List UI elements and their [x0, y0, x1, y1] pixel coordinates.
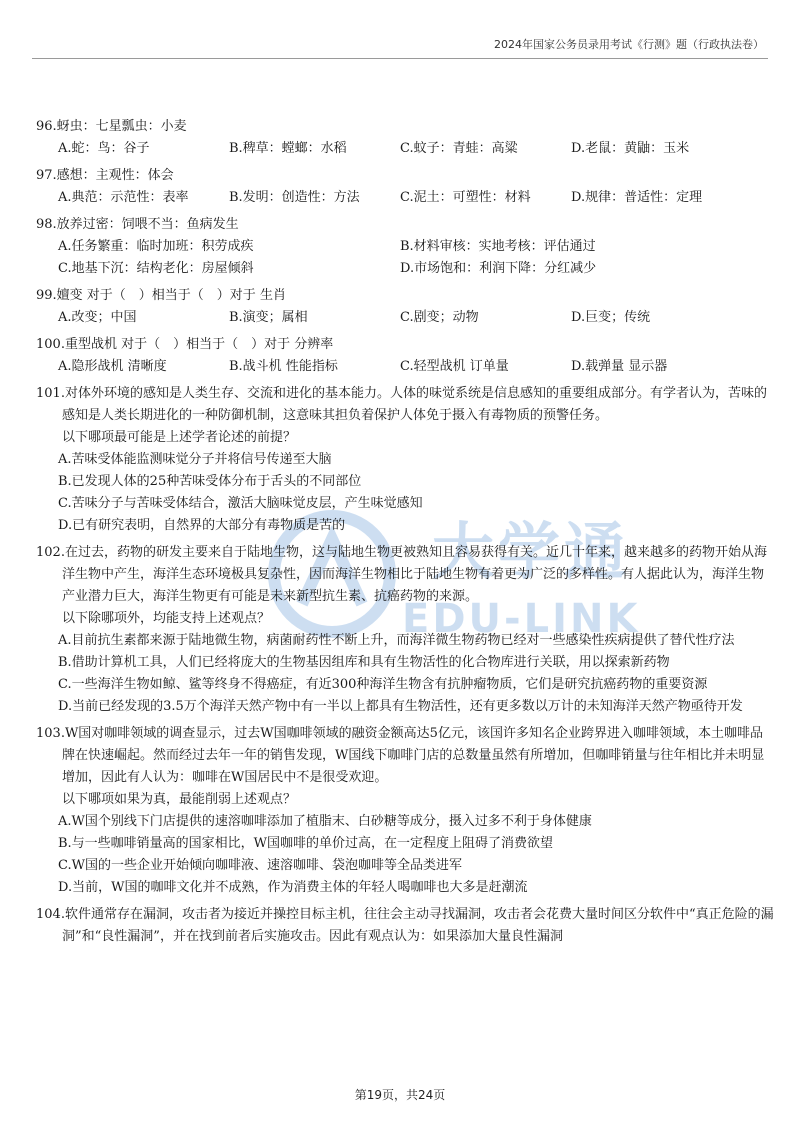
- option-b[interactable]: B.已发现人体的25种苦味受体分布于舌头的不同部位: [58, 474, 362, 489]
- option-b[interactable]: B.战斗机 性能指标: [229, 359, 338, 374]
- option-d[interactable]: D.当前已经发现的3.5万个海洋天然产物中有一半以上都具有生物活性，还有更多数以万计的未知海洋天然产物亟待开发: [58, 699, 743, 714]
- header-divider: [32, 58, 768, 59]
- question-prompt: 以下哪项最可能是上述学者论述的前提？: [62, 430, 297, 445]
- question-98: [32, 214, 780, 280]
- option-c[interactable]: C.轻型战机 订单量: [400, 359, 509, 374]
- question-stem: 97.感想：主观性：体会: [36, 168, 174, 183]
- question-stem: 99.嬗变 对于（ ）相当于（ ）对于 生肖: [36, 288, 286, 303]
- question-stem: 96.蚜虫：七星瓢虫：小麦: [36, 119, 187, 134]
- option-a[interactable]: A.目前抗生素都来源于陆地微生物，病菌耐药性不断上升，而海洋微生物药物已经对一些感染性疾病提供了替代性疗法: [58, 633, 735, 648]
- question-stem: 101.对体外环境的感知是人类生存、交流和进化的基本能力。人体的味觉系统是信息感知的重要组成部分。有学者认为，苦味的感知是人类长期进化的一种防御机制，这意味其担负着保护人体免于摄入有毒物质的预警任务。: [36, 386, 767, 423]
- question-96: [32, 116, 780, 160]
- option-a[interactable]: A.W国个别线下门店提供的速溶咖啡添加了植脂末、白砂糖等成分，摄入过多不利于身体健康: [58, 814, 592, 829]
- watermark-en-text: EDU-LINK: [402, 596, 641, 642]
- question-stem: 100.重型战机 对于（ ）相当于（ ）对于 分辨率: [36, 337, 334, 352]
- option-d[interactable]: D.当前，W国的咖啡文化并不成熟，作为消费主体的年轻人喝咖啡也大多是赶潮流: [58, 880, 528, 895]
- option-b[interactable]: B.材料审核：实地考核：评估通过: [400, 239, 596, 254]
- question-stem: 103.W国对咖啡领域的调查显示，过去W国咖啡领域的融资金额高达5亿元，该国许多知名企业跨界进入咖啡领域，本土咖啡品牌在快速崛起。然而经过去年一年的销售发现，W国线下咖啡门店的总数量虽然有所增加，但咖啡销量与往年相比并未明显增加，因此有人认为：咖啡在W国居民中不是很受欢迎。: [36, 726, 765, 785]
- question-104: [32, 904, 780, 948]
- question-100: [32, 334, 780, 378]
- option-d[interactable]: D.老鼠：黄鼬：玉米: [571, 141, 690, 156]
- option-b[interactable]: B.与一些咖啡销量高的国家相比，W国咖啡的单价过高，在一定程度上阻碍了消费欲望: [58, 836, 554, 851]
- option-c[interactable]: C.蚊子：青蛙：高粱: [400, 141, 518, 156]
- option-d[interactable]: D.规律：普适性：定理: [571, 190, 703, 205]
- option-a[interactable]: A.蛇：鸟：谷子: [58, 141, 150, 156]
- option-b[interactable]: B.借助计算机工具，人们已经将庞大的生物基因组库和具有生物活性的化合物库进行关联，用以探索新药物: [58, 655, 670, 670]
- question-97: [32, 165, 780, 209]
- question-stem: 104.软件通常存在漏洞，攻击者为接近并操控目标主机，往往会主动寻找漏洞，攻击者会花费大量时间区分软件中“真正危险的漏洞”和“良性漏洞”，并在找到前者后实施攻击。因此有观点认为：如果添加大量良性漏洞: [36, 907, 774, 944]
- question-stem: 102.在过去，药物的研发主要来自于陆地生物，这与陆地生物更被熟知且容易获得有关。近几十年来，越来越多的药物开始从海洋生物中产生，海洋生态环境极具复杂性，因而海洋生物相比于陆地生物有着更为广泛的多样性。有人据此认为，海洋生物产业潜力巨大，海洋生物更有可能是未来新型抗生素、抗癌药物的来源。: [36, 545, 767, 604]
- option-a[interactable]: A.典范：示范性：表率: [58, 190, 189, 205]
- question-list: [32, 116, 780, 953]
- option-b[interactable]: B.演变；属相: [229, 310, 308, 325]
- option-a[interactable]: A.隐形战机 清晰度: [58, 359, 167, 374]
- watermark-cn-text: 大学通: [432, 515, 631, 588]
- option-c[interactable]: C.剧变；动物: [400, 310, 479, 325]
- option-a[interactable]: A.苦味受体能监测味觉分子并将信号传递至大脑: [58, 452, 332, 467]
- option-c[interactable]: C.苦味分子与苦味受体结合，激活大脑味觉皮层，产生味觉感知: [58, 496, 423, 511]
- question-99: [32, 285, 780, 329]
- option-d[interactable]: D.巨变；传统: [571, 310, 651, 325]
- page-number: 第19页，共24页: [354, 1088, 446, 1102]
- question-102: [32, 542, 780, 718]
- question-prompt: 以下哪项如果为真，最能削弱上述观点？: [62, 792, 297, 807]
- option-b[interactable]: B.稗草：螳螂：水稻: [229, 141, 347, 156]
- option-c[interactable]: C.一些海洋生物如鲸、鲨等终身不得癌症，有近300种海洋生物含有抗肿瘤物质，它们是研究抗癌药物的重要资源: [58, 677, 708, 692]
- question-stem: 98.放养过密：饲喂不当：鱼病发生: [36, 217, 239, 232]
- question-prompt: 以下除哪项外，均能支持上述观点？: [62, 611, 271, 626]
- question-103: [32, 723, 780, 899]
- option-a[interactable]: A.任务繁重：临时加班：积劳成疾: [58, 239, 254, 254]
- option-d[interactable]: D.市场饱和：利润下降：分红减少: [400, 261, 597, 276]
- option-b[interactable]: B.发明：创造性：方法: [229, 190, 360, 205]
- exam-title-header: 2024年国家公务员录用考试《行测》题（行政执法卷）: [494, 38, 764, 51]
- option-c[interactable]: C.W国的一些企业开始倾向咖啡液、速溶咖啡、袋泡咖啡等全品类进军: [58, 858, 462, 873]
- option-c[interactable]: C.地基下沉：结构老化：房屋倾斜: [58, 261, 254, 276]
- option-d[interactable]: D.已有研究表明，自然界的大部分有毒物质是苦的: [58, 518, 346, 533]
- option-a[interactable]: A.改变；中国: [58, 310, 137, 325]
- option-c[interactable]: C.泥土：可塑性：材料: [400, 190, 531, 205]
- question-101: [32, 383, 780, 537]
- option-d[interactable]: D.载弹量 显示器: [571, 359, 668, 374]
